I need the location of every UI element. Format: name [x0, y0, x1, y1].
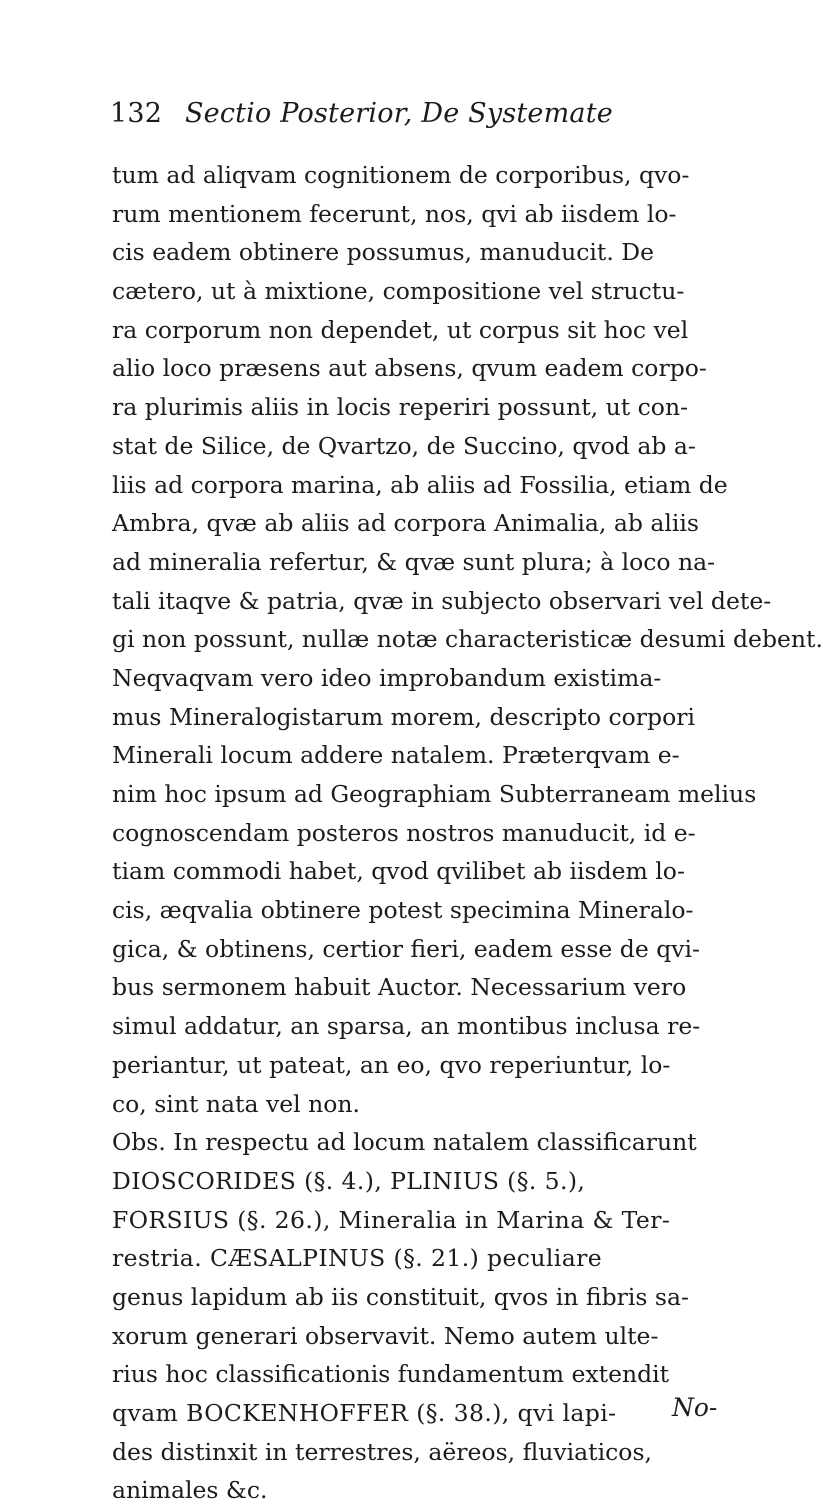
text-line: bus sermonem habuit Auctor. Necessarium vero: [112, 973, 687, 1002]
text-line: tiam commodi habet, qvod qvilibet ab iisdem lo-: [112, 857, 685, 886]
text-line: gi non possunt, nullæ notæ characteristicæ desumi debent.: [112, 625, 823, 654]
text-line: rius hoc classificationis fundamentum extendit: [112, 1360, 670, 1389]
text-line: cis eadem obtinere possumus, manuducit. De: [112, 238, 655, 267]
text-line: genus lapidum ab iis constituit, qvos in fibris sa-: [112, 1282, 689, 1311]
text-line: ra corporum non dependet, ut corpus sit hoc vel: [112, 315, 689, 344]
text-line: ra plurimis aliis in locis reperiri possunt, ut con-: [112, 393, 689, 422]
text-line: restria. CÆSALPINUS (§. 21.) peculiare: [112, 1244, 603, 1273]
text-line: ad mineralia refertur, & qvæ sunt plura; à loco na-: [112, 547, 716, 576]
catchword: No-: [672, 1393, 718, 1422]
text-line: DIOSCORIDES (§. 4.), PLINIUS (§. 5.),: [112, 1166, 586, 1195]
text-line: rum mentionem fecerunt, nos, qvi ab iisdem lo-: [112, 199, 677, 228]
text-line: FORSIUS (§. 26.), Mineralia in Marina & Ter-: [112, 1205, 671, 1234]
text-line: stat de Silice, de Qvartzo, de Succino, qvod ab a-: [112, 431, 696, 460]
text-line: cognoscendam posteros nostros manuducit, id e-: [112, 818, 696, 847]
text-line: simul addatur, an sparsa, an montibus inclusa re-: [112, 1012, 701, 1041]
text-line: nim hoc ipsum ad Geographiam Subterraneam melius: [112, 780, 757, 808]
running-title: Sectio Posterior, De Systemate: [184, 98, 613, 129]
text-line: alio loco præsens aut absens, qvum eadem corpo-: [112, 354, 707, 383]
page-number: 132: [110, 98, 163, 129]
text-line: cætero, ut à mixtione, compositione vel structu-: [112, 277, 685, 306]
text-line: xorum generari observavit. Nemo autem ulte-: [112, 1321, 659, 1350]
text-line: Minerali locum addere natalem. Præterqvam e-: [112, 741, 680, 770]
text-line: co, sint nata vel non.: [112, 1089, 361, 1118]
text-line: periantur, ut pateat, an eo, qvo reperiuntur, lo-: [112, 1050, 671, 1079]
text-line: cis, æqvalia obtinere potest specimina Mineralo-: [112, 896, 694, 925]
text-line: mus Mineralogistarum morem, descripto corpori: [112, 702, 695, 731]
text-line: gica, & obtinens, certior fieri, eadem esse de qvi-: [112, 934, 700, 963]
text-line: animales &c.: [112, 1476, 268, 1505]
running-header: [110, 98, 613, 129]
text-line: tum ad aliqvam cognitionem de corporibus, qvo-: [112, 161, 690, 189]
text-line: Neqvaqvam vero ideo improbandum existima-: [112, 663, 662, 692]
text-line: qvam BOCKENHOFFER (§. 38.), qvi lapi-: [112, 1399, 617, 1427]
text-line: Obs. In respectu ad locum natalem classificarunt: [112, 1128, 697, 1157]
text-line: des distinxit in terrestres, aëreos, fluviaticos,: [112, 1437, 652, 1466]
text-line: tali itaqve & patria, qvæ in subjecto observari vel dete-: [112, 586, 772, 615]
text-line: Ambra, qvæ ab aliis ad corpora Animalia, ab aliis: [112, 509, 699, 538]
text-line: liis ad corpora marina, ab aliis ad Fossilia, etiam de: [112, 470, 728, 499]
body-text: [112, 156, 823, 1510]
